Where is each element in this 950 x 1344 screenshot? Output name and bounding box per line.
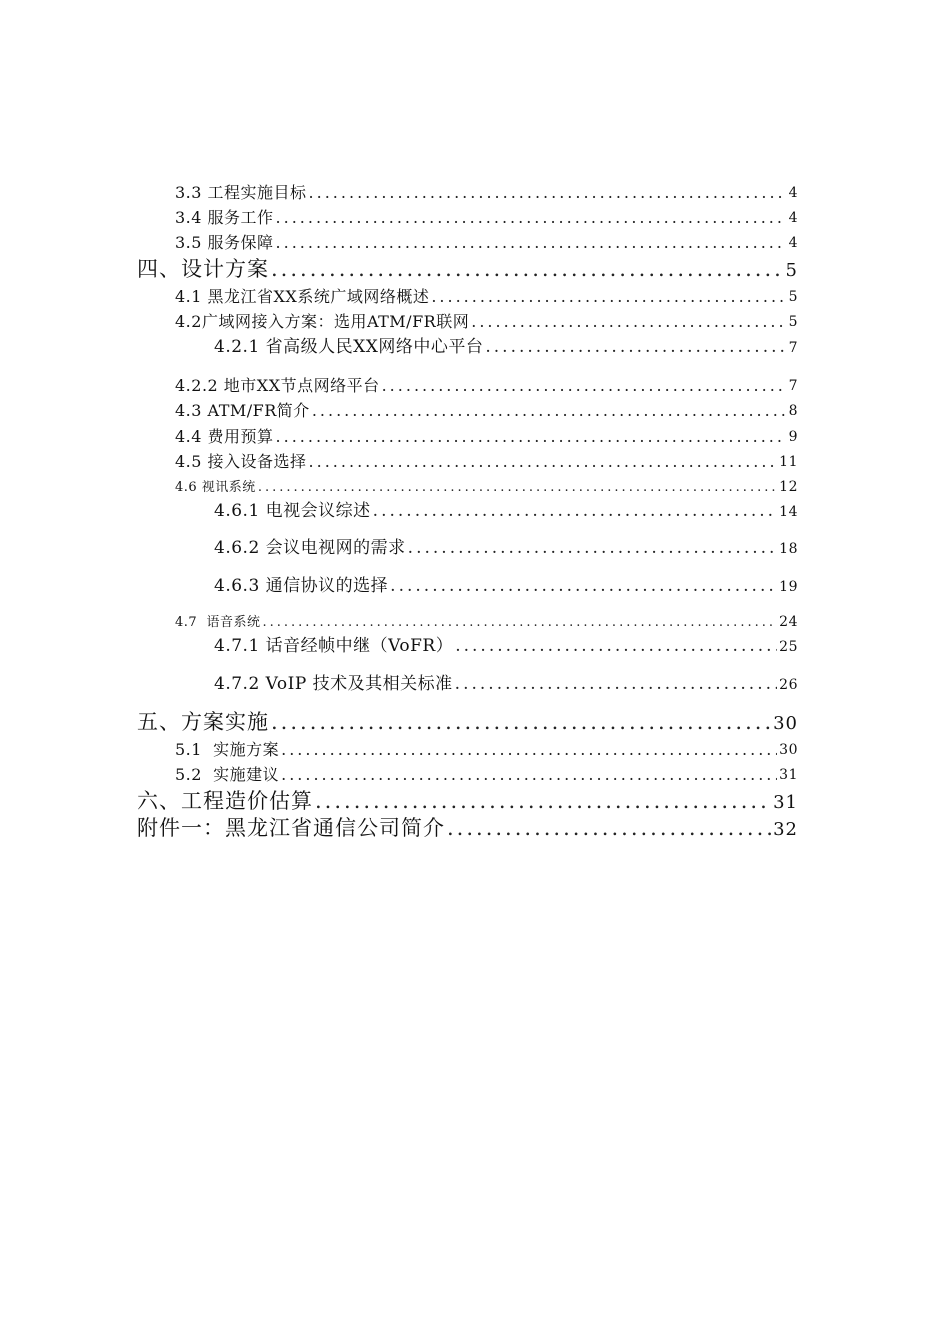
toc-page-number: 32 <box>773 819 798 841</box>
toc-entry-4-7[interactable] <box>175 615 798 630</box>
toc-title: 5.2 实施建议 <box>175 765 280 784</box>
toc-entry-3-5[interactable] <box>175 234 798 252</box>
toc-title: 4.5 接入设备选择 <box>175 452 307 471</box>
toc-entry-4-2-1[interactable] <box>214 338 798 357</box>
toc-entry-4-1[interactable] <box>175 288 798 306</box>
toc-entry-4-7-1[interactable] <box>214 637 798 656</box>
toc-entry-chapter-5[interactable] <box>137 711 798 734</box>
toc-title: 4.2.1 省高级人民XX网络中心平台 <box>214 337 484 357</box>
toc-title: 六、工程造价估算 <box>137 789 313 813</box>
toc-page-number: 7 <box>788 378 798 395</box>
toc-leader <box>258 481 777 495</box>
toc-page-number: 31 <box>779 767 798 784</box>
toc-page-number: 25 <box>779 639 798 656</box>
toc-page-number: 26 <box>779 677 798 694</box>
toc-title: 4.4 费用预算 <box>175 427 274 446</box>
toc-title: 4.7.1 话音经帧中继（VoFR） <box>214 636 454 656</box>
toc-page-number: 11 <box>779 454 798 471</box>
toc-entry-5-2[interactable] <box>175 766 798 784</box>
toc-page-number: 4 <box>788 185 798 202</box>
toc-entry-4-6[interactable] <box>175 480 798 495</box>
toc-leader <box>373 502 778 521</box>
toc-entry-chapter-6[interactable] <box>137 790 798 813</box>
toc-leader <box>276 428 786 446</box>
toc-page-number: 8 <box>788 403 798 420</box>
toc-title: 4.6.2 会议电视网的需求 <box>214 538 406 558</box>
toc-page-number: 4 <box>788 210 798 227</box>
toc-title: 4.2.2 地市XX节点网络平台 <box>175 376 380 395</box>
toc-leader <box>312 402 786 420</box>
toc-entry-3-4[interactable] <box>175 209 798 227</box>
toc-leader <box>281 741 777 759</box>
toc-page-number: 5 <box>788 314 798 331</box>
toc-page-number: 14 <box>779 504 798 521</box>
toc-title: 4.3 ATM/FR简介 <box>175 401 310 420</box>
toc-title: 四、设计方案 <box>137 257 269 281</box>
toc-leader <box>271 711 771 734</box>
toc-leader <box>262 616 777 630</box>
toc-entry-chapter-4[interactable] <box>137 258 798 281</box>
toc-title: 4.6.3 通信协议的选择 <box>214 576 389 596</box>
toc-page-number: 19 <box>779 579 798 596</box>
toc-leader <box>309 453 778 471</box>
toc-title: 4.7 语音系统 <box>175 615 261 631</box>
toc-page-number: 30 <box>773 713 798 735</box>
toc-entry-4-7-2[interactable] <box>214 675 798 694</box>
toc-leader <box>455 637 777 656</box>
toc-page-number: 30 <box>779 742 798 759</box>
toc-leader <box>315 790 771 813</box>
toc-entry-3-3[interactable] <box>175 184 798 202</box>
toc-title: 3.3 工程实施目标 <box>175 183 307 202</box>
toc-entry-4-5[interactable] <box>175 453 798 471</box>
toc-entry-5-1[interactable] <box>175 741 798 759</box>
toc-page-number: 18 <box>779 541 798 558</box>
toc-page-number: 31 <box>773 792 798 814</box>
toc-entry-appendix-1[interactable] <box>137 817 798 840</box>
toc-leader <box>382 377 786 395</box>
toc-title: 3.4 服务工作 <box>175 208 274 227</box>
toc-page-number: 4 <box>788 235 798 252</box>
toc-title: 附件一：黑龙江省通信公司简介 <box>137 816 445 840</box>
toc-leader <box>390 577 777 596</box>
toc-title: 4.7.2 VoIP 技术及其相关标准 <box>214 674 453 694</box>
toc-title: 4.6.1 电视会议综述 <box>214 501 371 521</box>
toc-entry-4-6-1[interactable] <box>214 502 798 521</box>
toc-leader <box>447 817 771 840</box>
toc-page-number: 5 <box>788 289 798 306</box>
toc-leader <box>455 675 778 694</box>
toc-title: 五、方案实施 <box>137 710 269 734</box>
toc-entry-4-2-2[interactable] <box>175 377 798 395</box>
toc-page-number: 24 <box>779 614 798 630</box>
toc-entry-4-6-3[interactable] <box>214 577 798 596</box>
toc-leader <box>309 184 786 202</box>
toc-leader <box>471 313 786 331</box>
toc-page-number: 5 <box>785 260 798 282</box>
toc-leader <box>408 539 778 558</box>
toc-page-number: 7 <box>788 340 798 357</box>
toc-title: 4.1 黑龙江省XX系统广域网络概述 <box>175 287 430 306</box>
toc-entry-4-2[interactable] <box>175 313 798 331</box>
toc-page-number: 9 <box>788 429 798 446</box>
toc-title: 4.6 视讯系统 <box>175 480 256 496</box>
toc-entry-4-4[interactable] <box>175 428 798 446</box>
toc-page-number: 12 <box>779 479 798 495</box>
toc-leader <box>431 288 786 306</box>
toc-leader <box>276 209 786 227</box>
toc-leader <box>485 338 786 357</box>
toc-entry-4-6-2[interactable] <box>214 539 798 558</box>
toc-leader <box>271 258 784 281</box>
toc-title: 4.2广域网接入方案：选用ATM/FR联网 <box>175 312 470 331</box>
toc-entry-4-3[interactable] <box>175 402 798 420</box>
toc-leader <box>276 234 786 252</box>
toc-title: 3.5 服务保障 <box>175 233 274 252</box>
toc-leader <box>281 766 777 784</box>
toc-title: 5.1 实施方案 <box>175 740 280 759</box>
